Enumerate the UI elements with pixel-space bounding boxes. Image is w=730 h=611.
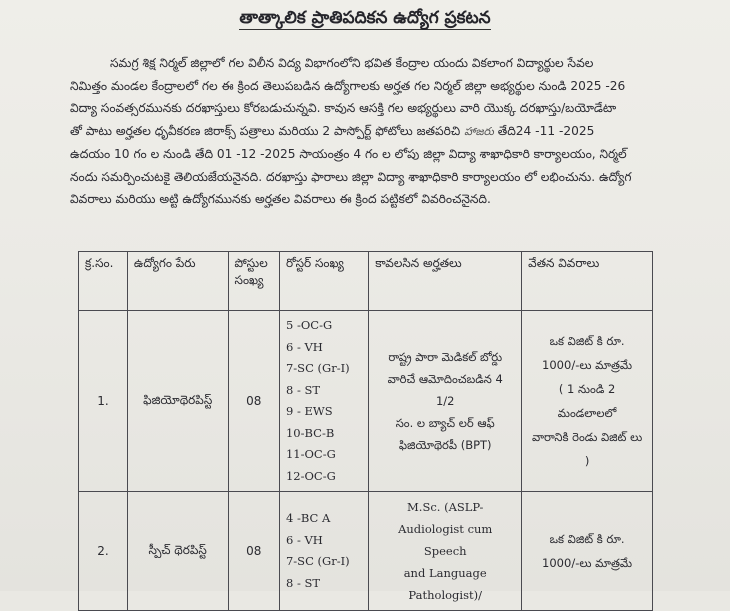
- paragraph-line: ఉదయం 10 గం ల నుండి తేది 01 -12 -2025 సాయంత్రం 4 గం ల లోపు జిల్లా విద్యా శాఖాధికారి కార్యాలయం, నిర్మల్: [70, 147, 627, 161]
- row-roster: [279, 492, 368, 611]
- roster-entry: 6 - VH: [285, 532, 323, 547]
- header-sno: క్ర.సం.: [79, 252, 128, 311]
- page-title: [0, 8, 730, 32]
- qualification-line: and Language: [403, 566, 487, 580]
- paragraph-line-text: తో పాటు అర్హతల ధృవీకరణ జిరాక్స్ పత్రాలు మరియు 2 పాస్పోర్ట్ ఫోటోలు జతపరిచి: [70, 123, 461, 138]
- row-qualification: [369, 492, 522, 611]
- roster-entry: 5 -OC-G: [285, 318, 333, 332]
- table-header-row: [79, 252, 653, 311]
- row-posts-count: 08: [228, 492, 279, 611]
- row-sno: 2.: [79, 492, 128, 611]
- header-roster: రోస్టర్ సంఖ్య: [279, 252, 368, 311]
- row-qualification: [369, 311, 522, 492]
- paragraph-date: తేది24 -11 -2025: [497, 123, 595, 138]
- roster-entry: 8 - ST: [285, 575, 321, 590]
- qualification-line: M.Sc. (ASLP-: [407, 500, 484, 514]
- row-job-name: స్పీచ్ థెరపిస్ట్: [127, 492, 228, 611]
- paragraph-line: [70, 120, 670, 144]
- pay-line: ఒక విజిట్ కి రూ.: [549, 532, 625, 546]
- pay-line: 1000/-లు మాత్రమే: [542, 556, 633, 570]
- roster-entry: 8 - ST: [285, 382, 321, 397]
- roster-entry: 7-SC (Gr-I): [285, 361, 350, 375]
- roster-entry: 11-OC-G: [285, 447, 336, 461]
- roster-entry: 6 - VH: [285, 339, 323, 354]
- roster-entry: 4 -BC A: [285, 511, 331, 525]
- table-row: [79, 492, 653, 611]
- paragraph-line: వివరాలు మరియు అట్టి ఉద్యోగమునకు అర్హతల వివరాలు ఈ క్రింద పట్టికలో వివరించనైనది.: [70, 192, 491, 206]
- row-sno: 1.: [79, 311, 128, 492]
- row-posts-count: 08: [228, 311, 279, 492]
- paragraph-line: నందు సమర్పించుటకై తెలియజేయనైనది. దరఖాస్తు ఫారాలు జిల్లా విద్యా శాఖాధికారి కార్యాలయం లో లభించును. ఉద్యోగ: [70, 169, 632, 184]
- row-job-name: ఫిజియోథెరపిస్ట్: [127, 311, 228, 492]
- handwritten-scribble: హాజరు: [464, 124, 494, 138]
- title-text: తాత్కాలిక ప్రాతిపదికన ఉద్యోగ ప్రకటన: [239, 8, 491, 28]
- pay-line: 1000/-లు మాత్రమే: [542, 358, 633, 372]
- row-pay: [522, 492, 653, 611]
- paragraph-line: విద్యా సంవత్సరమునకు దరఖాస్తులు కోరబడుచున్నవి. కావున ఆసక్తి గల అభ్యర్థులు వారి యొక్క దరఖాస్తు/బయోడేటా: [70, 101, 617, 115]
- posts-table: [78, 251, 653, 611]
- pay-line: ( 1 నుండి 2 మండలాలలో: [557, 382, 617, 420]
- header-qualifications: కావలసిన అర్హతలు: [369, 252, 522, 311]
- roster-entry: 9 - EWS: [285, 404, 333, 418]
- header-job-name: ఉద్యోగం పేరు: [127, 252, 228, 311]
- paragraph-line: సమగ్ర శిక్ష నిర్మల్ జిల్లాలో గల విలీన విద్య విభాగంలోని భవిత కేంద్రాల యందు వికలాంగ విద్యార్థుల సేవల: [110, 56, 594, 70]
- pay-line: వారానికి రెండు విజిట్ లు ): [531, 430, 643, 468]
- header-posts-count: పోస్టుల సంఖ్య: [228, 252, 279, 311]
- pay-line: ఒక విజిట్ కి రూ.: [549, 334, 625, 348]
- row-pay: [522, 311, 653, 492]
- roster-entry: 12-OC-G: [285, 468, 336, 483]
- qualification-line: సం. ల బ్యాచ్ లర్ ఆఫ్: [395, 416, 495, 430]
- qualification-line: ఫిజియోథెరపీ (BPT): [398, 438, 492, 452]
- qualification-line: Pathologist)/: [408, 588, 482, 602]
- qualification-line: వారిచే ఆమోదించబడిన 4 1/2: [387, 372, 503, 408]
- header-pay: వేతన వివరాలు: [522, 252, 653, 311]
- row-roster: [279, 311, 368, 492]
- roster-entry: 7-SC (Gr-I): [285, 554, 350, 568]
- announcement-paragraph: [70, 52, 670, 211]
- qualification-line: Audiologist cum Speech: [398, 522, 493, 558]
- roster-entry: 10-BC-B: [285, 425, 335, 440]
- table-row: [79, 311, 653, 492]
- qualification-line: రాష్ట్ర పారా మెడికల్ బోర్డు: [388, 350, 503, 364]
- paragraph-line: నిమిత్తం మండల కేంద్రాలలో గల ఈ క్రింద తెలుపబడిన ఉద్యోగాలకు అర్హత గల నిర్మల్ జిల్లా అభ్యర్థుల నుండి 2025 -26: [70, 78, 626, 93]
